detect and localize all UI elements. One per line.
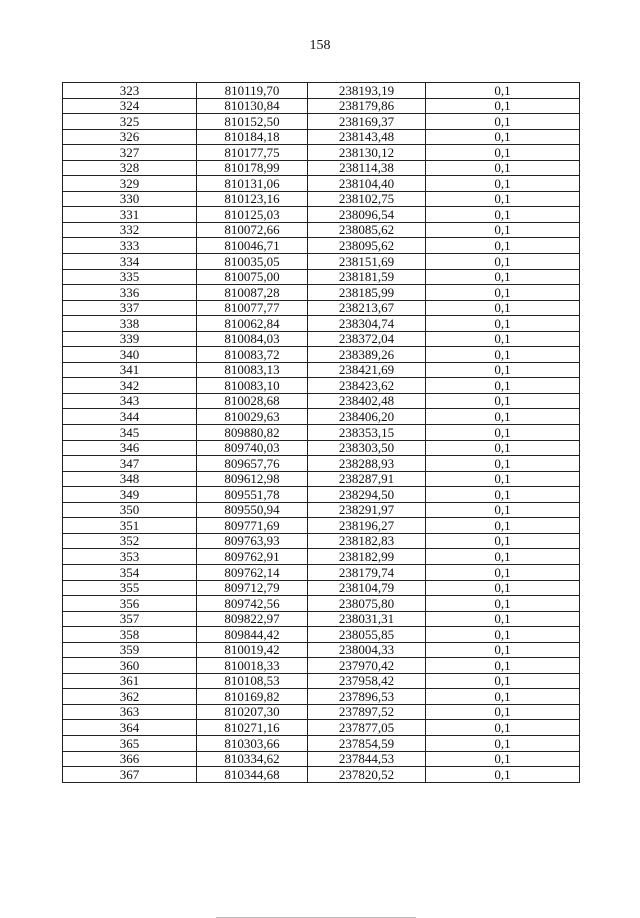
y-coordinate-cell: 238213,67 — [308, 300, 426, 316]
y-coordinate-cell: 238096,54 — [308, 207, 426, 223]
x-coordinate-cell: 810077,77 — [197, 300, 308, 316]
table-row — [63, 176, 580, 192]
x-coordinate-cell: 810271,16 — [197, 720, 308, 736]
tolerance-cell: 0,1 — [426, 673, 580, 689]
y-coordinate-cell: 238291,97 — [308, 502, 426, 518]
y-coordinate-cell: 238353,15 — [308, 425, 426, 441]
y-coordinate-cell: 238406,20 — [308, 409, 426, 425]
point-number-cell: 349 — [63, 487, 197, 503]
table-row — [63, 611, 580, 627]
y-coordinate-cell: 238287,91 — [308, 471, 426, 487]
table-row — [63, 300, 580, 316]
table-row — [63, 673, 580, 689]
y-coordinate-cell: 238143,48 — [308, 129, 426, 145]
x-coordinate-cell: 809612,98 — [197, 471, 308, 487]
table-row — [63, 145, 580, 161]
point-number-cell: 325 — [63, 114, 197, 130]
point-number-cell: 348 — [63, 471, 197, 487]
table-row — [63, 191, 580, 207]
table-row — [63, 222, 580, 238]
y-coordinate-cell: 238102,75 — [308, 191, 426, 207]
y-coordinate-cell: 238169,37 — [308, 114, 426, 130]
x-coordinate-cell: 810177,75 — [197, 145, 308, 161]
tolerance-cell: 0,1 — [426, 440, 580, 456]
table-row — [63, 129, 580, 145]
table-row — [63, 767, 580, 783]
point-number-cell: 354 — [63, 564, 197, 580]
table-row — [63, 596, 580, 612]
table-row — [63, 735, 580, 751]
x-coordinate-cell: 810119,70 — [197, 83, 308, 99]
x-coordinate-cell: 810207,30 — [197, 704, 308, 720]
point-number-cell: 362 — [63, 689, 197, 705]
table-row — [63, 627, 580, 643]
y-coordinate-cell: 238389,26 — [308, 347, 426, 363]
table-row — [63, 533, 580, 549]
point-number-cell: 342 — [63, 378, 197, 394]
y-coordinate-cell: 237877,05 — [308, 720, 426, 736]
point-number-cell: 351 — [63, 518, 197, 534]
x-coordinate-cell: 809740,03 — [197, 440, 308, 456]
point-number-cell: 339 — [63, 331, 197, 347]
y-coordinate-cell: 238104,40 — [308, 176, 426, 192]
x-coordinate-cell: 810169,82 — [197, 689, 308, 705]
point-number-cell: 331 — [63, 207, 197, 223]
tolerance-cell: 0,1 — [426, 347, 580, 363]
table-row — [63, 689, 580, 705]
coordinates-table — [62, 82, 580, 783]
y-coordinate-cell: 238181,59 — [308, 269, 426, 285]
y-coordinate-cell: 238372,04 — [308, 331, 426, 347]
point-number-cell: 367 — [63, 767, 197, 783]
y-coordinate-cell: 238055,85 — [308, 627, 426, 643]
point-number-cell: 333 — [63, 238, 197, 254]
x-coordinate-cell: 810083,72 — [197, 347, 308, 363]
table-row — [63, 316, 580, 332]
point-number-cell: 353 — [63, 549, 197, 565]
tolerance-cell: 0,1 — [426, 207, 580, 223]
y-coordinate-cell: 238182,83 — [308, 533, 426, 549]
table-row — [63, 440, 580, 456]
tolerance-cell: 0,1 — [426, 456, 580, 472]
page-number: 158 — [309, 38, 331, 53]
tolerance-cell: 0,1 — [426, 549, 580, 565]
table-row — [63, 502, 580, 518]
table-row — [63, 549, 580, 565]
x-coordinate-cell: 810035,05 — [197, 254, 308, 270]
y-coordinate-cell: 238303,50 — [308, 440, 426, 456]
x-coordinate-cell: 809712,79 — [197, 580, 308, 596]
point-number-cell: 332 — [63, 222, 197, 238]
point-number-cell: 366 — [63, 751, 197, 767]
tolerance-cell: 0,1 — [426, 642, 580, 658]
table-row — [63, 456, 580, 472]
x-coordinate-cell: 810303,66 — [197, 735, 308, 751]
tolerance-cell: 0,1 — [426, 254, 580, 270]
table-row — [63, 98, 580, 114]
table-row — [63, 393, 580, 409]
point-number-cell: 335 — [63, 269, 197, 285]
point-number-cell: 327 — [63, 145, 197, 161]
x-coordinate-cell: 810152,50 — [197, 114, 308, 130]
tolerance-cell: 0,1 — [426, 611, 580, 627]
y-coordinate-cell: 238151,69 — [308, 254, 426, 270]
point-number-cell: 337 — [63, 300, 197, 316]
x-coordinate-cell: 810344,68 — [197, 767, 308, 783]
point-number-cell: 364 — [63, 720, 197, 736]
tolerance-cell: 0,1 — [426, 502, 580, 518]
tolerance-cell: 0,1 — [426, 316, 580, 332]
point-number-cell: 344 — [63, 409, 197, 425]
point-number-cell: 345 — [63, 425, 197, 441]
x-coordinate-cell: 809742,56 — [197, 596, 308, 612]
y-coordinate-cell: 238179,86 — [308, 98, 426, 114]
y-coordinate-cell: 237896,53 — [308, 689, 426, 705]
x-coordinate-cell: 809880,82 — [197, 425, 308, 441]
table-row — [63, 207, 580, 223]
tolerance-cell: 0,1 — [426, 362, 580, 378]
y-coordinate-cell: 237820,52 — [308, 767, 426, 783]
point-number-cell: 330 — [63, 191, 197, 207]
y-coordinate-cell: 238304,74 — [308, 316, 426, 332]
point-number-cell: 334 — [63, 254, 197, 270]
x-coordinate-cell: 810084,03 — [197, 331, 308, 347]
table-row — [63, 720, 580, 736]
y-coordinate-cell: 238004,33 — [308, 642, 426, 658]
table-row — [63, 580, 580, 596]
x-coordinate-cell: 809762,91 — [197, 549, 308, 565]
x-coordinate-cell: 810046,71 — [197, 238, 308, 254]
tolerance-cell: 0,1 — [426, 533, 580, 549]
table-row — [63, 425, 580, 441]
x-coordinate-cell: 810018,33 — [197, 658, 308, 674]
point-number-cell: 358 — [63, 627, 197, 643]
tolerance-cell: 0,1 — [426, 596, 580, 612]
y-coordinate-cell: 238031,31 — [308, 611, 426, 627]
x-coordinate-cell: 809551,78 — [197, 487, 308, 503]
y-coordinate-cell: 237854,59 — [308, 735, 426, 751]
tolerance-cell: 0,1 — [426, 378, 580, 394]
x-coordinate-cell: 810083,10 — [197, 378, 308, 394]
tolerance-cell: 0,1 — [426, 751, 580, 767]
y-coordinate-cell: 238423,62 — [308, 378, 426, 394]
y-coordinate-cell: 238288,93 — [308, 456, 426, 472]
point-number-cell: 355 — [63, 580, 197, 596]
x-coordinate-cell: 810125,03 — [197, 207, 308, 223]
point-number-cell: 365 — [63, 735, 197, 751]
tolerance-cell: 0,1 — [426, 735, 580, 751]
table-row — [63, 285, 580, 301]
tolerance-cell: 0,1 — [426, 222, 580, 238]
x-coordinate-cell: 810184,18 — [197, 129, 308, 145]
table-row — [63, 409, 580, 425]
x-coordinate-cell: 809844,42 — [197, 627, 308, 643]
tolerance-cell: 0,1 — [426, 704, 580, 720]
y-coordinate-cell: 238421,69 — [308, 362, 426, 378]
x-coordinate-cell: 810029,63 — [197, 409, 308, 425]
x-coordinate-cell: 809657,76 — [197, 456, 308, 472]
point-number-cell: 338 — [63, 316, 197, 332]
x-coordinate-cell: 809762,14 — [197, 564, 308, 580]
tolerance-cell: 0,1 — [426, 269, 580, 285]
table-row — [63, 362, 580, 378]
point-number-cell: 336 — [63, 285, 197, 301]
point-number-cell: 363 — [63, 704, 197, 720]
point-number-cell: 356 — [63, 596, 197, 612]
x-coordinate-cell: 809550,94 — [197, 502, 308, 518]
y-coordinate-cell: 238294,50 — [308, 487, 426, 503]
point-number-cell: 323 — [63, 83, 197, 99]
y-coordinate-cell: 238402,48 — [308, 393, 426, 409]
x-coordinate-cell: 810178,99 — [197, 160, 308, 176]
tolerance-cell: 0,1 — [426, 331, 580, 347]
point-number-cell: 359 — [63, 642, 197, 658]
point-number-cell: 360 — [63, 658, 197, 674]
y-coordinate-cell: 238196,27 — [308, 518, 426, 534]
y-coordinate-cell: 238085,62 — [308, 222, 426, 238]
table-row — [63, 487, 580, 503]
x-coordinate-cell: 810087,28 — [197, 285, 308, 301]
tolerance-cell: 0,1 — [426, 518, 580, 534]
tolerance-cell: 0,1 — [426, 285, 580, 301]
tolerance-cell: 0,1 — [426, 238, 580, 254]
y-coordinate-cell: 238075,80 — [308, 596, 426, 612]
table-row — [63, 471, 580, 487]
y-coordinate-cell: 238193,19 — [308, 83, 426, 99]
tolerance-cell: 0,1 — [426, 658, 580, 674]
x-coordinate-cell: 810131,06 — [197, 176, 308, 192]
tolerance-cell: 0,1 — [426, 689, 580, 705]
y-coordinate-cell: 238182,99 — [308, 549, 426, 565]
y-coordinate-cell: 238104,79 — [308, 580, 426, 596]
x-coordinate-cell: 810019,42 — [197, 642, 308, 658]
y-coordinate-cell: 238114,38 — [308, 160, 426, 176]
table-row — [63, 704, 580, 720]
table-row — [63, 642, 580, 658]
point-number-cell: 340 — [63, 347, 197, 363]
point-number-cell: 352 — [63, 533, 197, 549]
tolerance-cell: 0,1 — [426, 564, 580, 580]
x-coordinate-cell: 810123,16 — [197, 191, 308, 207]
table-row — [63, 160, 580, 176]
point-number-cell: 341 — [63, 362, 197, 378]
tolerance-cell: 0,1 — [426, 580, 580, 596]
table-row — [63, 331, 580, 347]
table-row — [63, 378, 580, 394]
y-coordinate-cell: 238095,62 — [308, 238, 426, 254]
point-number-cell: 343 — [63, 393, 197, 409]
table-row — [63, 347, 580, 363]
tolerance-cell: 0,1 — [426, 409, 580, 425]
table-row — [63, 751, 580, 767]
tolerance-cell: 0,1 — [426, 114, 580, 130]
tolerance-cell: 0,1 — [426, 98, 580, 114]
tolerance-cell: 0,1 — [426, 145, 580, 161]
point-number-cell: 328 — [63, 160, 197, 176]
table-row — [63, 114, 580, 130]
table-row — [63, 658, 580, 674]
tolerance-cell: 0,1 — [426, 300, 580, 316]
y-coordinate-cell: 238185,99 — [308, 285, 426, 301]
x-coordinate-cell: 810334,62 — [197, 751, 308, 767]
table-row — [63, 83, 580, 99]
point-number-cell: 347 — [63, 456, 197, 472]
tolerance-cell: 0,1 — [426, 160, 580, 176]
tolerance-cell: 0,1 — [426, 393, 580, 409]
y-coordinate-cell: 237844,53 — [308, 751, 426, 767]
y-coordinate-cell: 237958,42 — [308, 673, 426, 689]
table-row — [63, 518, 580, 534]
y-coordinate-cell: 237897,52 — [308, 704, 426, 720]
point-number-cell: 329 — [63, 176, 197, 192]
point-number-cell: 326 — [63, 129, 197, 145]
point-number-cell: 357 — [63, 611, 197, 627]
tolerance-cell: 0,1 — [426, 191, 580, 207]
x-coordinate-cell: 809822,97 — [197, 611, 308, 627]
tolerance-cell: 0,1 — [426, 471, 580, 487]
tolerance-cell: 0,1 — [426, 425, 580, 441]
x-coordinate-cell: 809763,93 — [197, 533, 308, 549]
tolerance-cell: 0,1 — [426, 129, 580, 145]
point-number-cell: 324 — [63, 98, 197, 114]
tolerance-cell: 0,1 — [426, 627, 580, 643]
tolerance-cell: 0,1 — [426, 83, 580, 99]
y-coordinate-cell: 238130,12 — [308, 145, 426, 161]
coordinates-table-body — [63, 83, 580, 783]
point-number-cell: 346 — [63, 440, 197, 456]
x-coordinate-cell: 810108,53 — [197, 673, 308, 689]
tolerance-cell: 0,1 — [426, 767, 580, 783]
table-row — [63, 269, 580, 285]
x-coordinate-cell: 810075,00 — [197, 269, 308, 285]
y-coordinate-cell: 237970,42 — [308, 658, 426, 674]
y-coordinate-cell: 238179,74 — [308, 564, 426, 580]
tolerance-cell: 0,1 — [426, 176, 580, 192]
x-coordinate-cell: 810083,13 — [197, 362, 308, 378]
tolerance-cell: 0,1 — [426, 487, 580, 503]
point-number-cell: 350 — [63, 502, 197, 518]
x-coordinate-cell: 810072,66 — [197, 222, 308, 238]
point-number-cell: 361 — [63, 673, 197, 689]
tolerance-cell: 0,1 — [426, 720, 580, 736]
table-row — [63, 564, 580, 580]
x-coordinate-cell: 810028,68 — [197, 393, 308, 409]
table-row — [63, 254, 580, 270]
x-coordinate-cell: 809771,69 — [197, 518, 308, 534]
x-coordinate-cell: 810130,84 — [197, 98, 308, 114]
x-coordinate-cell: 810062,84 — [197, 316, 308, 332]
table-row — [63, 238, 580, 254]
